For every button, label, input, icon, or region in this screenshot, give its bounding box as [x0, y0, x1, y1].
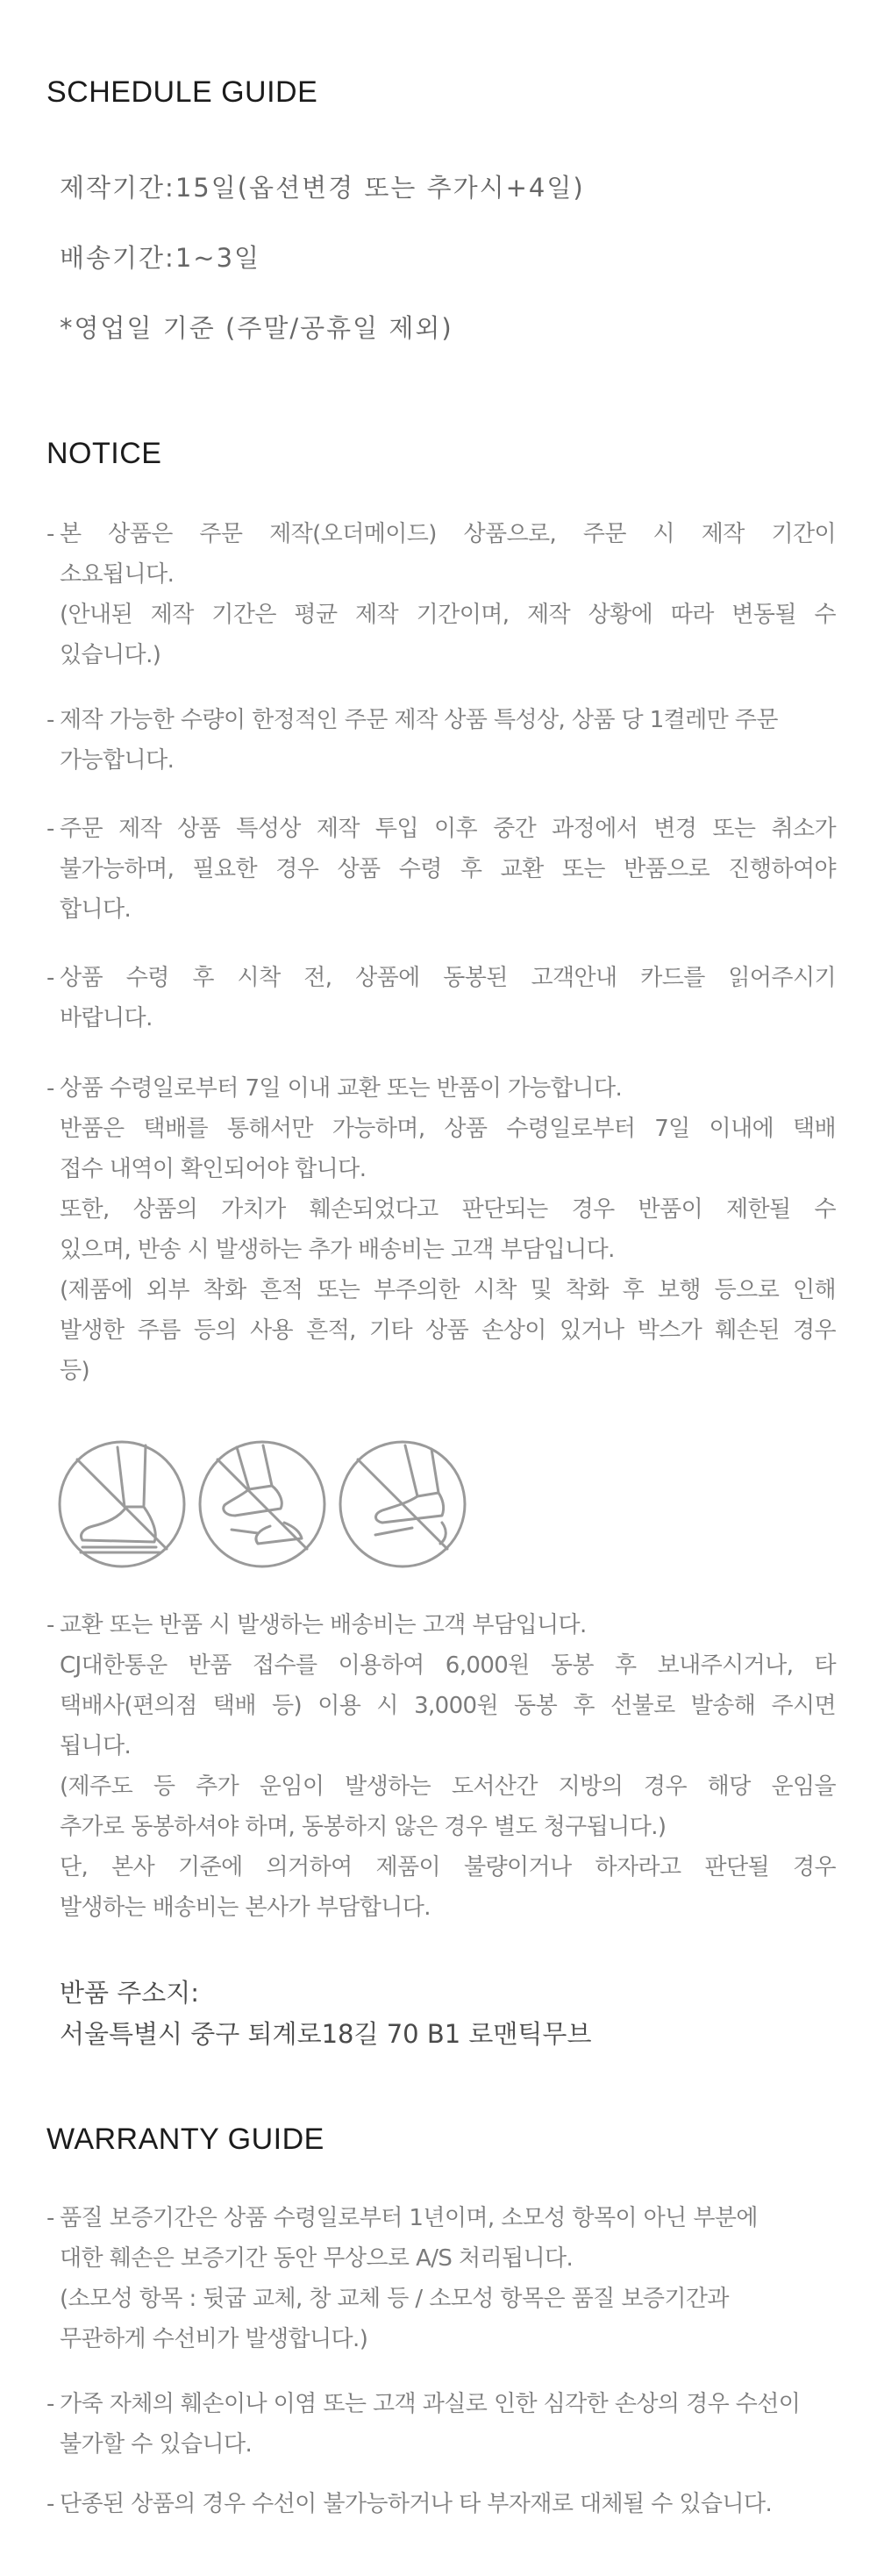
notice-item — [46, 514, 836, 675]
notice-line: 발생하는 배송비는 본사가 부담합니다. — [60, 1895, 431, 1921]
warranty-line: 불가할 수 있습니다. — [60, 2431, 253, 2458]
warranty-item — [46, 2384, 836, 2465]
bullet-dash: - — [46, 1612, 55, 1638]
notice-line: 소요됩니다. — [60, 561, 175, 588]
no-stepping-on-heel-icon — [196, 1438, 328, 1570]
notice-line: 추가로 동봉하셔야 하며, 동봉하지 않은 경우 별도 청구됩니다.) — [60, 1814, 667, 1840]
warranty-guide-heading: WARRANTY GUIDE — [46, 2123, 324, 2156]
notice-line: 본 상품은 주문 제작(오더메이드) 상품으로, 주문 시 제작 기간이 — [60, 521, 836, 547]
notice-line: 상품 수령 후 시착 전, 상품에 동봉된 고객안내 카드를 읽어주시기 — [60, 965, 836, 991]
notice-line: (제품에 외부 착화 흔적 또는 부주의한 시착 및 착화 후 보행 등으로 인해 — [60, 1277, 836, 1303]
notice-line: 또한, 상품의 가치가 훼손되었다고 판단되는 경우 반품이 제한될 수 — [60, 1196, 836, 1223]
warranty-line: 단종된 상품의 경우 수선이 불가능하거나 타 부자재로 대체될 수 있습니다. — [60, 2491, 773, 2517]
bullet-dash: - — [46, 965, 55, 991]
warranty-line: 무관하게 수선비가 발생합니다.) — [60, 2326, 368, 2352]
notice-item — [46, 700, 836, 781]
notice-line: (제주도 등 추가 운임이 발생하는 도서산간 지방의 경우 해당 운임을 — [60, 1773, 836, 1800]
warranty-line: 품질 보증기간은 상품 수령일로부터 1년이며, 소모성 항목이 아닌 부분에 — [60, 2205, 758, 2231]
notice-line: 주문 제작 상품 특성상 제작 투입 이후 중간 과정에서 변경 또는 취소가 — [60, 816, 836, 842]
schedule-line-production: 제작기간:15일(옵션변경 또는 추가시+4일) — [60, 173, 585, 203]
notice-line: 가능합니다. — [60, 747, 175, 774]
notice-line: 됩니다. — [60, 1733, 132, 1759]
notice-line: 상품 수령일로부터 7일 이내 교환 또는 반품이 가능합니다. — [60, 1075, 623, 1102]
bullet-dash: - — [46, 521, 55, 547]
bullet-dash: - — [46, 2491, 55, 2517]
notice-line: 불가능하며, 필요한 경우 상품 수령 후 교환 또는 반품으로 진행하여야 — [60, 856, 836, 882]
notice-line: 반품은 택배를 통해서만 가능하며, 상품 수령일로부터 7일 이내에 택배 — [60, 1116, 836, 1142]
return-address: 서울특별시 중구 퇴계로18길 70 B1 로맨틱무브 — [60, 2019, 592, 2049]
notice-line: 있으며, 반송 시 발생하는 추가 배송비는 고객 부담입니다. — [60, 1237, 615, 1263]
notice-heading: NOTICE — [46, 437, 162, 470]
bullet-dash: - — [46, 2391, 55, 2417]
notice-line: (안내된 제작 기간은 평균 제작 기간이며, 제작 상황에 따라 변동될 수 — [60, 602, 836, 628]
notice-line: 합니다. — [60, 896, 132, 923]
bullet-dash: - — [46, 1075, 55, 1102]
notice-line: 발생한 주름 등의 사용 흔적, 기타 상품 손상이 있거나 박스가 훼손된 경우 — [60, 1317, 836, 1344]
notice-line: 제작 가능한 수량이 한정적인 주문 제작 상품 특성상, 상품 당 1켤레만 주문 — [60, 707, 778, 733]
notice-line: 택배사(편의점 택배 등) 이용 시 3,000원 동봉 후 선불로 발송해 주시면 — [60, 1693, 836, 1719]
bullet-dash: - — [46, 2205, 55, 2231]
no-kicking-icon — [337, 1438, 468, 1570]
schedule-line-business-days: *영업일 기준 (주말/공휴일 제외) — [60, 313, 453, 343]
notice-item — [46, 1068, 836, 1391]
return-address-label: 반품 주소지: — [60, 1978, 200, 2008]
bullet-dash: - — [46, 707, 55, 733]
notice-line: 등) — [60, 1358, 90, 1384]
notice-item — [46, 809, 836, 930]
schedule-line-shipping: 배송기간:1~3일 — [60, 243, 261, 273]
notice-line: 접수 내역이 확인되어야 합니다. — [60, 1156, 367, 1182]
notice-line: 단, 본사 기준에 의거하여 제품이 불량이거나 하자라고 판단될 경우 — [60, 1854, 836, 1880]
notice-item — [46, 958, 836, 1038]
notice-line: 교환 또는 반품 시 발생하는 배송비는 고객 부담입니다. — [60, 1612, 587, 1638]
no-shoe-on-ground-icon — [56, 1438, 188, 1570]
warranty-line: 가죽 자체의 훼손이나 이염 또는 고객 과실로 인한 심각한 손상의 경우 수선이 — [60, 2391, 801, 2417]
notice-line: 바랍니다. — [60, 1005, 153, 1031]
warranty-line: 대한 훼손은 보증기간 동안 무상으로 A/S 처리됩니다. — [60, 2245, 574, 2272]
warranty-item — [46, 2198, 836, 2359]
notice-line: CJ대한통운 반품 접수를 이용하여 6,000원 동봉 후 보내주시거나, 타 — [60, 1652, 836, 1679]
bullet-dash: - — [46, 816, 55, 842]
care-warning-icons — [56, 1438, 468, 1579]
schedule-guide-heading: SCHEDULE GUIDE — [46, 75, 318, 109]
notice-item — [46, 1605, 836, 1928]
warranty-item — [46, 2484, 836, 2524]
warranty-line: (소모성 항목 : 뒷굽 교체, 창 교체 등 / 소모성 항목은 품질 보증기간과 — [60, 2286, 729, 2312]
notice-line: 있습니다.) — [60, 642, 161, 668]
